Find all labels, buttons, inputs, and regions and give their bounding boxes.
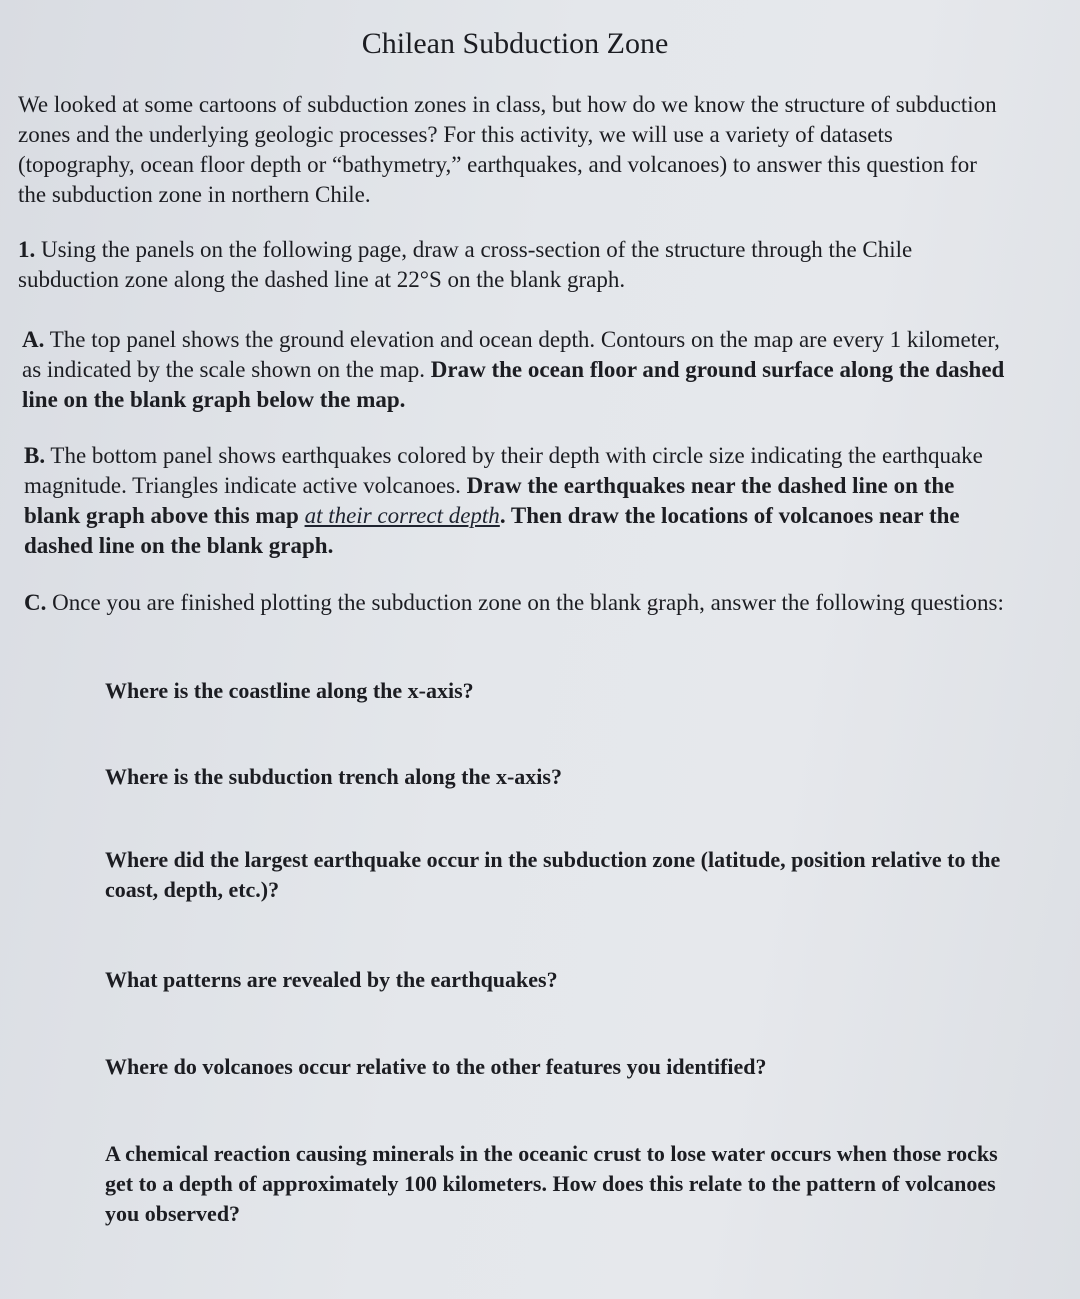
sub-question-volcanoes: Where do volcanoes occur relative to the other features you identified? [105,1054,767,1079]
question-a-letter: A. [22,327,45,352]
question-b-instruction-2: . Then draw the locations of volcanoes near the dashed line on the blank graph. [24,503,960,558]
question-a-text: The top panel shows the ground elevation and ocean depth. Contours on the map are every 1 kilometer, as indicated by the scale shown on the map. [22,327,1000,382]
question-c-letter: C. [24,590,47,615]
question-b-text: The bottom panel shows earthquakes colored by their depth with circle size indicating the earthquake magnitude. Triangles indicate active volcanoes. [24,443,983,498]
question-c [24,588,1012,618]
question-1-number: 1. [18,237,36,262]
question-b-letter: B. [24,443,46,468]
question-a-instruction: Draw the ocean floor and ground surface along the dashed line on the blank graph below the map. [22,357,1005,412]
question-b [24,441,1012,561]
question-c-text: Once you are finished plotting the subduction zone on the blank graph, answer the following questions: [46,590,1004,615]
question-1-text: Using the panels on the following page, draw a cross-section of the structure through the Chile subduction zone along the dashed line at 22°S on the blank graph. [18,237,913,292]
sub-question-chemical-reaction: A chemical reaction causing minerals in the oceanic crust to lose water occurs when those rocks get to a depth of approximately 100 kilometers. How does this relate to the pattern of volcanoes you observed? [105,1141,998,1226]
question-1 [18,235,1010,295]
sub-question-largest-earthquake: Where did the largest earthquake occur in the subduction zone (latitude, position relative to the coast, depth, etc.)? [105,847,1001,902]
question-a [22,325,1012,415]
question-b-instruction-1: Draw the earthquakes near the dashed line on the blank graph above this map [24,473,955,528]
question-b-emphasis: at their correct depth [304,503,500,528]
sub-question-coastline: Where is the coastline along the x-axis? [105,678,474,703]
page-title: Chilean Subduction Zone [361,27,669,60]
sub-question-trench: Where is the subduction trench along the x-axis? [105,764,562,789]
sub-question-earthquake-patterns: What patterns are revealed by the earthquakes? [105,967,558,992]
intro-paragraph: We looked at some cartoons of subduction zones in class, but how do we know the structure of subduction zones and the underlying geologic processes? For this activity, we will use a variety of datasets (topography, ocean floor depth or “bathymetry,” earthquakes, and volcanoes) to answer this question for the subduction zone in northern Chile. [18,92,997,207]
